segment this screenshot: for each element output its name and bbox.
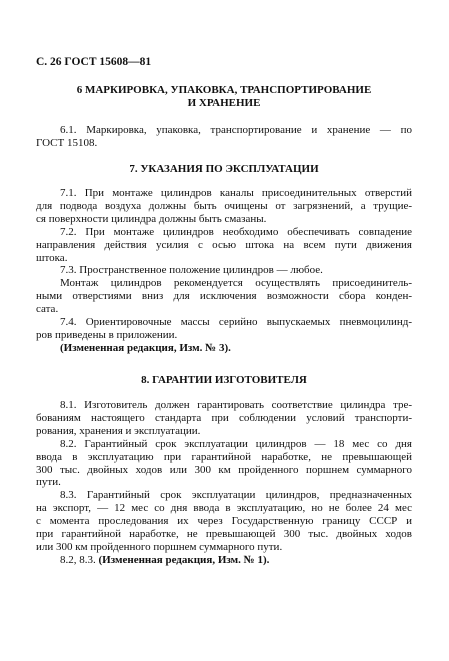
section-6-heading-line-2: И ХРАНЕНИЕ xyxy=(187,97,261,109)
text-line: для подвода воздуха должны быть очищены от загрязнений, а трущие- xyxy=(36,199,412,212)
amendment-note: (Измененная редакция, Изм. № 3). xyxy=(60,341,231,354)
section-6-heading xyxy=(36,84,412,110)
text-line: пути. xyxy=(36,476,61,489)
text-line: 7.4. Ориентировочные массы серийно выпускаемых пневмоцилинд- xyxy=(60,316,412,329)
amendment-note: (Измененная редакция, Изм. № 1). xyxy=(98,553,270,566)
text-line: ГОСТ 15108. xyxy=(36,136,98,149)
amendment-prefix: 8.2, 8.3. xyxy=(60,553,99,566)
text-line: 8.1. Изготовитель должен гарантировать соответствие цилиндра тре- xyxy=(60,399,412,411)
text-line: 7.2. При монтаже цилиндров необходимо обеспечивать совпадение xyxy=(60,225,412,238)
text-line: или 300 км пройденного поршнем суммарного пути. xyxy=(36,540,283,553)
section-6-heading-line-1: 6 МАРКИРОВКА, УПАКОВКА, ТРАНСПОРТИРОВАНИЕ xyxy=(76,84,372,96)
text-line: направления действия усилия с осью штока на всем пути движения xyxy=(36,238,412,251)
text-line: 7.3. Пространственное положение цилиндров — любое. xyxy=(60,264,323,277)
text-line: ся поверхности цилиндра должны быть смазаны. xyxy=(36,212,267,225)
text-line: ров приведены в приложении. xyxy=(36,328,178,341)
text-line: сата. xyxy=(36,303,59,316)
text-line: ными отверстиями вниз для исключения возможности сбора конден- xyxy=(36,290,412,303)
amendment-line xyxy=(36,554,412,567)
section-6-paragraph xyxy=(36,124,412,150)
text-line: 8.2. Гарантийный срок эксплуатации цилиндров — 18 мес со дня xyxy=(60,437,412,450)
text-line: с момента проследования их через Государственную границу СССР и xyxy=(36,515,412,528)
text-line: 8.3. Гарантийный срок эксплуатации цилиндров, предназначенных xyxy=(60,489,412,502)
text-line: 300 тыс. двойных ходов или 300 км пройденного поршнем суммарного xyxy=(36,463,412,476)
section-8-heading: 8. ГАРАНТИИ ИЗГОТОВИТЕЛЯ xyxy=(141,374,307,386)
section-7-body xyxy=(36,187,412,355)
text-line: 6.1. Маркировка, упаковка, транспортирование и хранение — по xyxy=(60,124,412,136)
text-line: ввода в эксплуатацию при гарантийной наработке, не превышающей xyxy=(36,450,412,463)
text-line: 7.1. При монтаже цилиндров каналы присоединительных отверстий xyxy=(60,187,412,199)
page-header: С. 26 ГОСТ 15608—81 xyxy=(36,56,152,68)
text-line: при гарантийной наработке, не превышающей 300 тыс. двойных ходов xyxy=(36,528,412,541)
text-line: бованиям настоящего стандарта при соблюдении условий транспорти- xyxy=(36,411,412,424)
text-line: рования, хранения и эксплуатации. xyxy=(36,424,201,437)
section-7-heading: 7. УКАЗАНИЯ ПО ЭКСПЛУАТАЦИИ xyxy=(129,163,319,175)
section-8-body xyxy=(36,399,412,567)
text-line: на экспорт, — 12 мес со дня ввода в эксплуатацию, но не более 24 мес xyxy=(36,502,412,515)
text-line: штока. xyxy=(36,251,68,264)
text-line: Монтаж цилиндров рекомендуется осуществлять присоединитель- xyxy=(60,277,412,290)
